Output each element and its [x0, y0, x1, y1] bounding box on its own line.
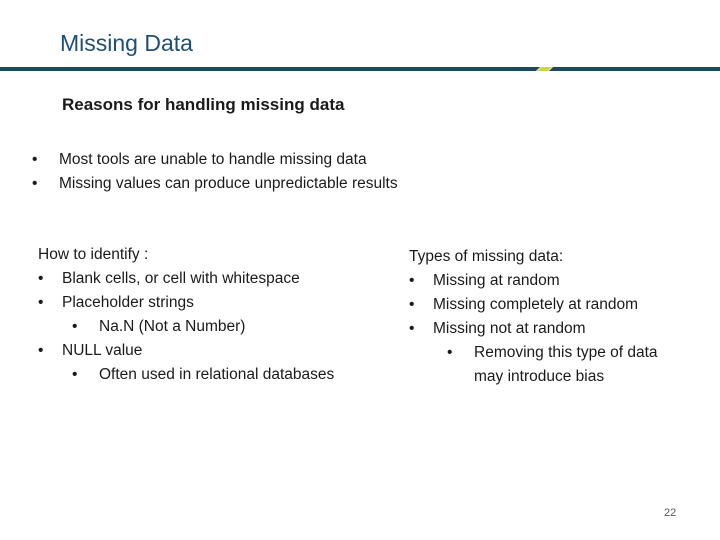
types-item-text: Missing completely at random	[433, 296, 639, 313]
identify-subitem-text: Na.N (Not a Number)	[99, 318, 246, 335]
title-rule-dark	[0, 67, 540, 71]
intro-bullet	[32, 148, 398, 172]
page-number: 22	[664, 507, 677, 519]
identify-subitem-text: Often used in relational databases	[99, 366, 335, 383]
bullet-dot: •	[32, 151, 38, 168]
bullet-dot: •	[72, 366, 78, 383]
types-item	[409, 317, 658, 341]
types-list	[409, 245, 658, 389]
identify-subitem	[38, 315, 334, 339]
types-item	[409, 293, 658, 317]
identify-item	[38, 267, 334, 291]
types-item-text: Missing not at random	[433, 320, 586, 337]
identify-item-text: Placeholder strings	[62, 294, 194, 311]
bullet-dot: •	[32, 175, 38, 192]
identify-list	[38, 243, 334, 387]
identify-subitem	[38, 363, 334, 387]
bullet-dot: •	[409, 272, 415, 289]
intro-bullet	[32, 172, 398, 196]
intro-bullet-text: Missing values can produce unpredictable results	[59, 175, 398, 192]
types-subitem-text: Removing this type of data	[474, 344, 658, 361]
slide-title: Missing Data	[60, 30, 193, 56]
types-heading: Types of missing data:	[409, 248, 564, 265]
bullet-dot: •	[447, 344, 453, 361]
bullet-dot: •	[72, 318, 78, 335]
identify-heading: How to identify :	[38, 246, 149, 263]
identify-item	[38, 339, 334, 363]
intro-bullet-list	[32, 148, 398, 196]
identify-item	[38, 291, 334, 315]
types-item-text: Missing at random	[433, 272, 560, 289]
slide-subtitle: Reasons for handling missing data	[62, 95, 345, 114]
identify-item-text: NULL value	[62, 342, 143, 359]
bullet-dot: •	[409, 320, 415, 337]
types-subitem	[409, 341, 658, 365]
bullet-dot: •	[38, 270, 44, 287]
intro-bullet-text: Most tools are unable to handle missing data	[59, 151, 367, 168]
identify-item-text: Blank cells, or cell with whitespace	[62, 270, 300, 287]
bullet-dot: •	[409, 296, 415, 313]
types-item	[409, 269, 658, 293]
bullet-dot: •	[38, 342, 44, 359]
title-rule-end	[549, 67, 720, 71]
title-rule	[0, 66, 720, 74]
bullet-dot: •	[38, 294, 44, 311]
types-subitem-continuation: may introduce bias	[474, 368, 605, 385]
